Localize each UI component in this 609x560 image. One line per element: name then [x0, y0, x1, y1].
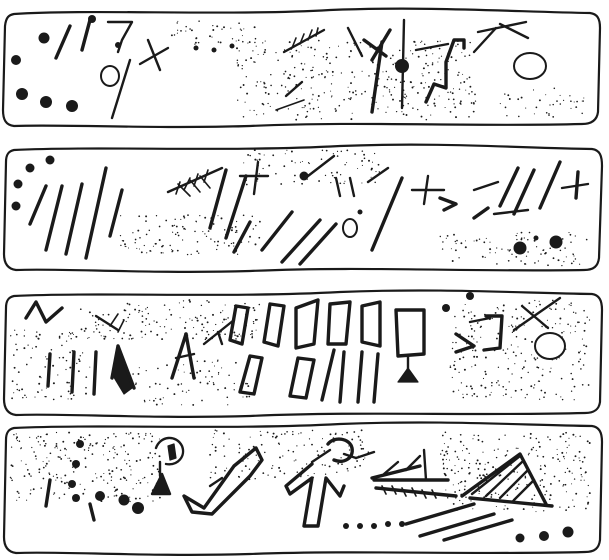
tablet-3: [4, 290, 602, 416]
tablet-4-outline: [4, 422, 602, 554]
tablet-4: [4, 422, 602, 554]
tablet-2-outline: [4, 145, 602, 272]
tablet-1: [3, 9, 600, 127]
tablet-2: [4, 145, 602, 272]
